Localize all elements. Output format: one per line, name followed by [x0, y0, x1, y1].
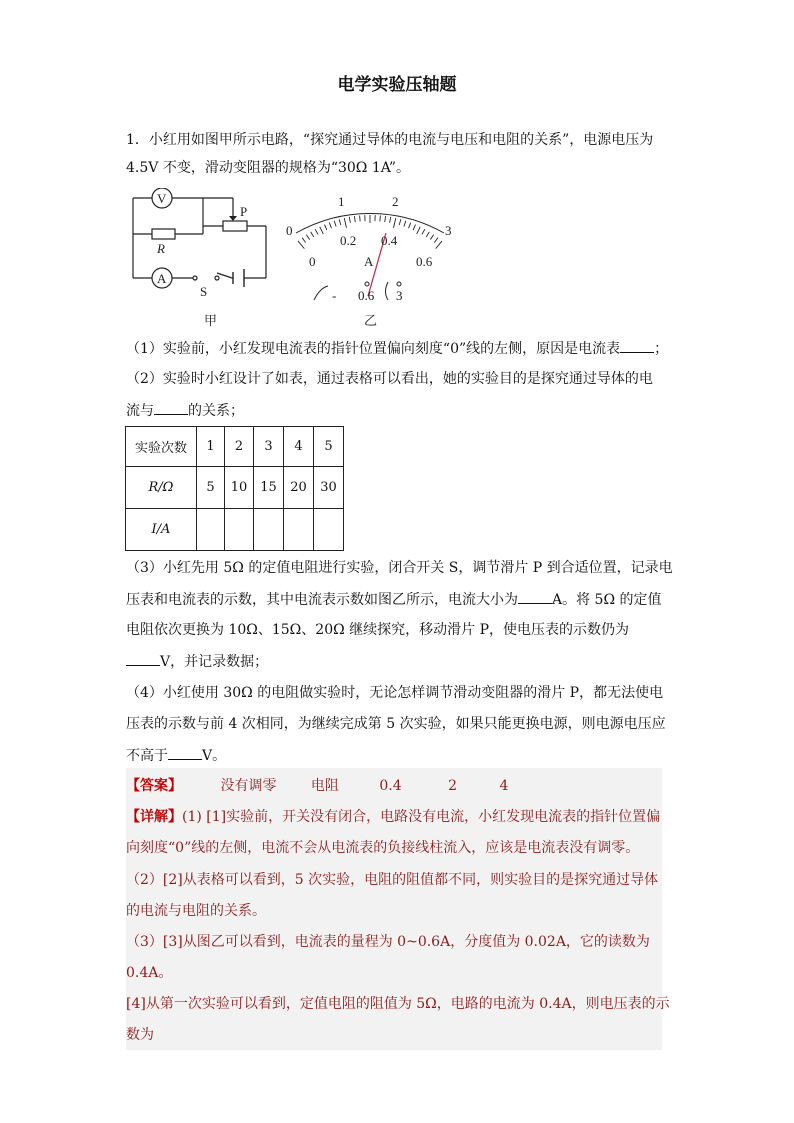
table-cell: 30: [314, 467, 344, 509]
rheostat: [223, 221, 247, 231]
table-row: [126, 509, 344, 551]
top-scale-1: 1: [338, 194, 345, 209]
voltmeter-label: V: [157, 191, 167, 206]
scale-tick: [349, 217, 350, 223]
q3-text-d: V，并记录数据；: [160, 654, 269, 670]
detail-1a: (1) [1]实验前，开关没有闭合，电路没有电流，小红发现电流表的指针位置偏: [182, 809, 661, 825]
table-cell: 5: [197, 467, 225, 509]
table-cell: 1: [197, 427, 225, 467]
scale-tick: [311, 232, 314, 237]
q2-text-a: （2）实验时小红设计了如表，通过表格可以看出，她的实验目的是探究通过导体的电: [126, 371, 653, 387]
q2-blank: [154, 400, 188, 415]
q3-blank-1: [518, 589, 552, 604]
bottom-scale-3: 0.6: [416, 254, 433, 269]
table-cell: 20: [284, 467, 314, 509]
scale-tick: [360, 215, 361, 221]
scale-tick: [334, 221, 336, 227]
question-line-1: 1．小红用如图甲所示电路，“探究通过导体的电流与电压和电阻的关系”，电源电压为: [126, 132, 654, 148]
top-scale-0: 0: [286, 223, 293, 238]
experiment-table: [125, 426, 344, 551]
scale-tick: [339, 219, 341, 225]
table-cell: 15: [254, 467, 284, 509]
table-cell: [314, 509, 344, 551]
top-scale-3: 3: [445, 223, 452, 238]
answer-value-1: 没有调零: [220, 778, 277, 794]
scale-tick: [434, 238, 438, 243]
q4-text-c1: 不高于: [126, 748, 168, 764]
question-line-2: 4.5V 不变，滑动变阻器的规格为“30Ω 1A”。: [126, 160, 410, 176]
slider-label: P: [240, 204, 248, 219]
table-cell: 4: [284, 427, 314, 467]
q3-text-a: （3）小红先用 5Ω 的定值电阻进行实验，闭合开关 S，调节滑片 P 到合适位置，记录电: [126, 560, 673, 576]
scale-tick: [329, 223, 331, 229]
scale-tick: [354, 216, 355, 222]
table-cell: [284, 509, 314, 551]
scale-tick: [306, 235, 309, 240]
scale-tick: [324, 225, 326, 230]
answer-tag: 【答案】: [126, 778, 182, 794]
table-row: [126, 427, 344, 467]
scale-tick: [430, 235, 433, 240]
top-scale-2: 2: [392, 194, 399, 209]
scale-tick: [394, 218, 396, 228]
page-title: 电学实验压轴题: [337, 75, 457, 95]
table-cell: 10: [225, 467, 254, 509]
table-cell: R/Ω: [126, 467, 197, 509]
scale-tick: [409, 223, 411, 229]
detail-3a: （3）[3]从图乙可以看到，电流表的量程为 0~0.6A，分度值为 0.02A，它的读数为: [126, 934, 650, 950]
table-cell: I/A: [126, 509, 197, 551]
meter-caption: 乙: [364, 313, 378, 328]
scale-tick: [399, 219, 401, 225]
table-cell: 实验次数: [126, 427, 197, 467]
scale-tick: [436, 241, 442, 249]
answer-value-3: 0.4: [379, 778, 402, 794]
detail-3b: 0.4A。: [126, 965, 173, 981]
scale-tick: [320, 227, 324, 234]
table-row: [126, 467, 344, 509]
switch-label: S: [200, 284, 208, 299]
circuit-diagram: [133, 188, 266, 288]
detail-2a: （2）[2]从表格可以看到，5 次实验，电阻的阻值都不同，则实验目的是探究通过导体: [126, 872, 659, 888]
scale-tick: [422, 229, 425, 234]
bottom-scale-2: 0.4: [381, 233, 398, 248]
detail-2b: 的电流与电阻的关系。: [126, 903, 266, 919]
q4-text-b: 压表的示数与前 4 次相同，为继续完成第 5 次实验，如果只能更换电源，则电源电压应: [126, 716, 666, 732]
answer-value-4: 2: [448, 778, 457, 794]
q1-blank: [620, 338, 654, 353]
q4-text-c2: V。: [202, 748, 227, 764]
resistor-label: R: [157, 241, 165, 256]
terminal-06: 0.6: [358, 288, 375, 303]
answer-value-5: 4: [499, 778, 509, 794]
scale-tick: [385, 216, 386, 222]
terminal-minus: -: [332, 288, 337, 303]
q3-blank-2: [126, 651, 160, 666]
q3-text-b2: A。将 5Ω 的定值: [552, 592, 662, 608]
table-cell: 3: [254, 427, 284, 467]
q4-text-a: （4）小红使用 30Ω 的电阻做实验时，无论怎样调节滑动变阻器的滑片 P，都无法使电: [126, 685, 664, 701]
q1-text: （1）实验前，小红发现电流表的指针位置偏向刻度“0”线的左侧，原因是电流表: [126, 341, 621, 357]
circuit-caption: 甲: [204, 313, 218, 328]
terminal-3: 3: [396, 288, 403, 303]
scale-tick: [344, 218, 346, 228]
resistor-r: [152, 229, 175, 239]
scale-tick: [404, 221, 406, 227]
table-cell: 5: [314, 427, 344, 467]
scale-tick: [417, 227, 421, 234]
detail-4a: [4]从第一次实验可以看到，定值电阻的阻值为 5Ω，电路的电流为 0.4A，则电压表的示: [126, 996, 670, 1012]
table-cell: 2: [225, 427, 254, 467]
scale-tick: [298, 241, 304, 249]
ammeter-label: A: [157, 271, 167, 286]
scale-tick: [426, 232, 429, 237]
q4-blank: [168, 745, 202, 760]
answer-value-2: 电阻: [310, 778, 339, 794]
bottom-scale-0: 0: [309, 254, 316, 269]
lead-wire: [314, 286, 328, 300]
bottom-scale-1: 0.2: [340, 233, 357, 248]
q2-text-b: 流与: [126, 403, 154, 419]
table-cell: [254, 509, 284, 551]
scale-tick: [413, 225, 415, 230]
scale-tick: [315, 229, 318, 234]
table-cell: [225, 509, 254, 551]
scale-tick: [302, 238, 306, 243]
scale-tick: [390, 217, 391, 223]
q2-text-c: 的关系；: [188, 403, 244, 419]
detail-1b: 向刻度“0”线的左侧，电流不会从电流表的负接线柱流入，应该是电流表没有调零。: [126, 840, 640, 856]
table-cell: [197, 509, 225, 551]
figure: [120, 188, 480, 333]
detail-tag: 【详解】: [126, 809, 182, 825]
q3-text-b1: 压表和电流表的示数，其中电流表示数如图乙所示，电流大小为: [126, 592, 518, 608]
meter-unit: A: [364, 254, 374, 269]
answer-row: [126, 776, 508, 796]
scale-tick: [380, 215, 381, 221]
q1-end: ；: [654, 341, 669, 357]
q3-text-c: 电阻依次更换为 10Ω、15Ω、20Ω 继续探究，移动滑片 P，使电压表的示数仍为: [126, 622, 630, 638]
detail-4b: 数为: [126, 1027, 154, 1043]
slider-arrow: [229, 216, 237, 221]
